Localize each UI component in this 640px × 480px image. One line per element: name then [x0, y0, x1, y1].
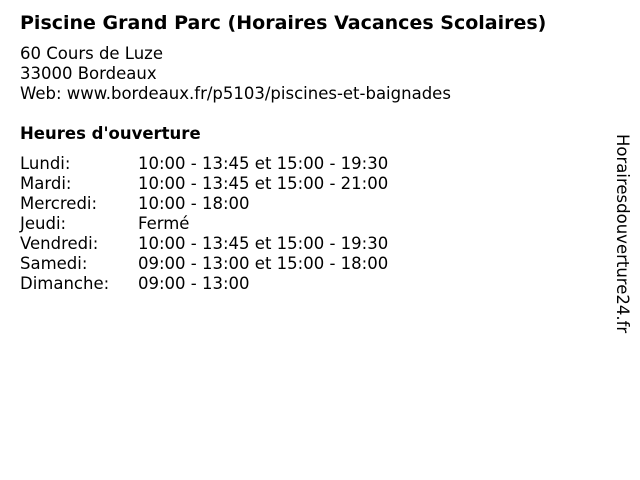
time-value: 10:00 - 13:45 et 15:00 - 19:30	[138, 234, 389, 253]
time-value: 10:00 - 18:00	[138, 194, 250, 213]
address-web: Web: www.bordeaux.fr/p5103/piscines-et-baignades	[20, 84, 451, 103]
time-value: 10:00 - 13:45 et 15:00 - 19:30	[138, 154, 389, 173]
address-city: 33000 Bordeaux	[20, 64, 157, 83]
day-label: Mardi:	[20, 174, 72, 193]
day-label: Lundi:	[20, 154, 71, 173]
day-label: Samedi:	[20, 254, 88, 273]
hours-row-lundi	[20, 154, 450, 174]
hours-row-dimanche	[20, 274, 450, 294]
day-label: Dimanche:	[20, 274, 110, 293]
hours-row-mardi	[20, 174, 450, 194]
page-title: Piscine Grand Parc (Horaires Vacances Scolaires)	[20, 12, 547, 34]
time-value: 10:00 - 13:45 et 15:00 - 21:00	[138, 174, 389, 193]
hours-heading: Heures d'ouverture	[20, 124, 201, 143]
time-value: 09:00 - 13:00	[138, 274, 250, 293]
day-label: Mercredi:	[20, 194, 98, 213]
hours-row-samedi	[20, 254, 450, 274]
address-block	[20, 44, 451, 104]
day-label: Vendredi:	[20, 234, 99, 253]
time-value: Fermé	[138, 214, 190, 233]
site-watermark: Horairesdouverture24.fr	[613, 134, 632, 334]
hours-row-vendredi	[20, 234, 450, 254]
hours-row-jeudi	[20, 214, 450, 234]
time-value: 09:00 - 13:00 et 15:00 - 18:00	[138, 254, 389, 273]
day-label: Jeudi:	[20, 214, 67, 233]
hours-table	[20, 154, 450, 294]
hours-row-mercredi	[20, 194, 450, 214]
address-street: 60 Cours de Luze	[20, 44, 163, 63]
